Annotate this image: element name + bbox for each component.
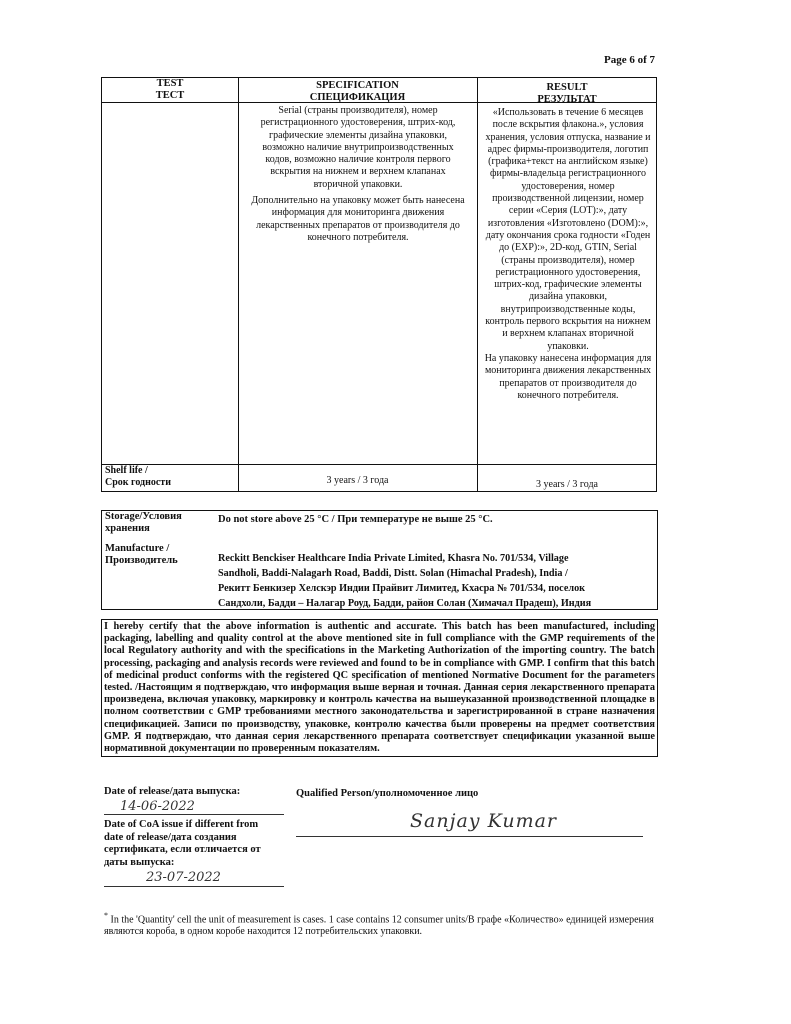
result-paragraph: «Использовать в течение 6 месяцев после вскрытия флакона.», условия хранения, условия отпуска, название и адрес фирмы-производителя, логотип (графика+текст на английском языке) фирмы-владельца регистрационного удостоверения, номер производственной лицензии, номер серии «Серия (LOT):», дату изготовления «Изготовлено (DOM):», дату окончания срока годности «Годен до (EXP):», 2D-код, GTIN, Serial (страны производителя), номер регистрационного удостоверения, штрих-код, графические элементы дизайна упаковки, внутрипроизводственные коды, контроль первого вскрытия на нижнем и верхнем клапанах вторичной упаковки.: [485, 107, 651, 352]
header-specification: SPECIFICATION СПЕЦИФИКАЦИЯ: [309, 80, 406, 103]
footnote-text: In the 'Quantity' cell the unit of measurement is cases. 1 case contains 12 consumer units/В графе «Количество» единицей измерения являются короба, в одном коробе находится 12 потребительских упаковки.: [104, 914, 654, 938]
signature-line: [296, 836, 643, 837]
footnote-marker: *: [104, 911, 108, 920]
qualified-person-label: Qualified Person/уполномоченное лицо: [296, 788, 479, 799]
page-number: Page 6 of 7: [603, 54, 655, 66]
manufacture-label: Manufacture / Производитель: [105, 543, 178, 566]
release-date-handwritten: 14-06-2022: [120, 799, 195, 814]
release-date-label: Date of release/дата выпуска:: [104, 786, 241, 797]
release-date-line: [104, 814, 284, 815]
shelf-life-result: 3 years / 3 года: [536, 479, 598, 490]
header-test: TEST ТЕСТ: [155, 78, 185, 101]
manufacture-address: Reckitt Benckiser Healthcare India Private Limited, Khasra No. 701/534, Village Sandholi, Baddi-Nalagarh Road, Baddi, Distt. Solan (Himachal Pradesh), India / Рекитт Бенкизер Хелскэр Индии Прайвит Лимитед, Кхасра № 701/534, поселок Сандхоли, Бадди – Налагар Роуд, Бадди, район Солан (Химачал Прадеш), Индия: [218, 553, 592, 609]
coa-date-label: Date of CoA issue if different from date of release/дата создания сертификата, если отличается от даты выпуска:: [104, 819, 261, 868]
result-packaging-cell: [482, 107, 654, 402]
column-divider: [238, 78, 239, 491]
spec-paragraph: Дополнительно на упаковку может быть нанесена информация для мониторинга движения лекарственных препаратов от производителя до конечного потребителя.: [251, 195, 465, 243]
column-divider: [477, 78, 478, 491]
spec-paragraph: Serial (страны производителя), номер регистрационного удостоверения, штрих-код, графические элементы дизайна упаковки, возможно наличие внутрипроизводственных кодов, возможно наличие контроля первого вскрытия на нижнем и верхнем клапанах вторичной упаковки.: [260, 105, 456, 190]
spec-packaging-cell: [248, 105, 468, 248]
storage-manufacture-box: [101, 510, 658, 610]
shelf-life-spec: 3 years / 3 года: [326, 475, 389, 486]
header-result: RESULT РЕЗУЛЬТАТ: [537, 82, 597, 105]
row-divider: [102, 464, 656, 465]
storage-value: Do not store above 25 °C / При температуре не выше 25 °C.: [218, 514, 493, 525]
certification-declaration: I hereby certify that the above information is authentic and accurate. This batch has been manufactured, including packaging, labelling and quality control at the above mentioned site in full compliance with the GMP requirements of the local Regulatory authority and with the specifications in the Marketing Authorization of the importing country. The batch processing, packaging and analysis records were reviewed and found to be in compliance with GMP. I confirm that this batch of medicinal product conforms with the registered QC specification of mentioned Normative Document for the parameters tested. /Настоящим я подтверждаю, что информация выше верная и точная. Данная серия лекарственного препарата произведена, включая упаковку, маркировку и контроль качества на вышеуказанной производственной площадке в полном соответствии с GMP требованиями местного законодательства и зарегистрированной в стране назначения спецификацией. Записи по производству, упаковке, контролю качества были проверены на предмет соответствия GMP. Я подтверждаю, что данная серия лекарственного препарата соответствует спецификации указанной выше нормативной документации по проверенным показателям.: [101, 619, 658, 757]
coa-date-handwritten: 23-07-2022: [146, 870, 221, 885]
qp-signature: Sanjay Kumar: [410, 810, 558, 832]
result-paragraph: На упаковку нанесена информация для мониторинга движения лекарственных препаратов от производителя до конечного потребителя.: [484, 352, 652, 401]
spec-table: [101, 77, 657, 492]
storage-label: Storage/Условия хранения: [105, 511, 182, 534]
coa-date-line: [104, 886, 284, 887]
shelf-life-label: Shelf life / Срок годности: [105, 465, 171, 488]
footnote: [104, 910, 664, 938]
